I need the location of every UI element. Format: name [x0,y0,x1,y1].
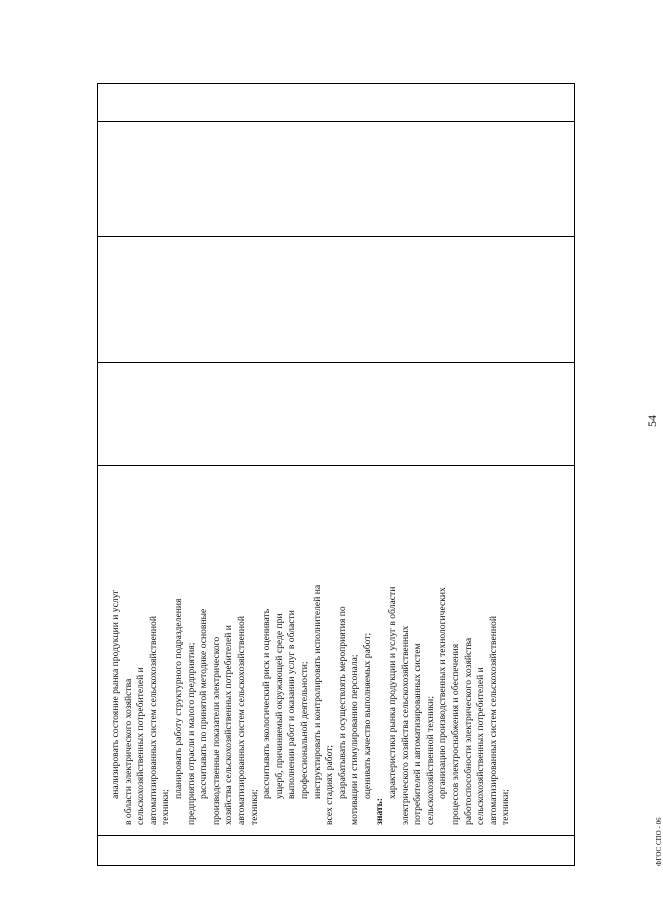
cell-line: работоспособности электрического хозяйства [462,637,474,825]
page-number: 54 [645,415,659,427]
table-column-1 [98,835,574,865]
cell-line: выполнении работ и оказании услуг в области [286,610,298,799]
cell-line: ущерб, причиняемый окружающей среде при [273,613,285,799]
cell-line: автоматизированных систем сельскохозяйственной [235,616,247,825]
cell-line: профессиональной деятельности; [298,661,310,799]
cell-line: процессов электроснабжения и обеспечения [450,643,462,825]
cell-line: техники; [248,789,260,825]
cell-line: знать: [374,798,386,825]
footer-code: ФГОС СПО - 06 [655,817,663,866]
cell-line: анализировать состояние рынка продукции и услуг [110,589,121,799]
cell-line: организацию производственных и технологических [437,587,449,799]
cell-line: всех стадиях работ; [324,744,336,825]
cell-line: автоматизированных систем сельскохозяйственной [147,616,159,825]
cell-line: инструктировать и контролировать исполнителей на [311,584,323,799]
cell-line: производственные показатели электрического [210,636,222,825]
table-column-6 [98,82,574,121]
cell-line: сельскохозяйственных потребителей и [135,667,147,825]
cell-line: техники; [160,789,172,825]
table-column-3 [98,362,574,465]
cell-line: мотивации и стимулированию персонала; [349,654,361,825]
table-column-4 [98,236,574,362]
cell-line: хозяйства сельскохозяйственных потребителей и [223,625,235,825]
cell-line: разрабатывать и осуществлять мероприятия по [336,606,348,799]
cell-line: в области электрического хозяйства [122,678,134,825]
cell-line: оценивать качество выполняемых работ; [361,632,373,799]
cell-line: сельскохозяйственных потребителей и [475,667,487,825]
cell-line: сельскохозяйственной техники; [424,696,436,825]
table-column-2 [98,465,574,835]
cell-line: рассчитывать по принятой методике основные [198,608,210,799]
cell-line: предприятия отрасли и малого предприятия; [185,642,197,825]
rotated-page [97,83,663,866]
cell-line: характеристики рынка продукции и услуг в области [387,586,399,799]
competency-table [97,83,575,866]
cell-line: рассчитывать экологический риск и оценивать [261,608,273,799]
cell-line: автоматизированных систем сельскохозяйственной [487,616,499,825]
cell-line: электрического хозяйства сельскохозяйственных [399,625,411,825]
cell-line: техники; [500,789,512,825]
requirements-cell-text [110,469,513,825]
cell-line: потребителей и автоматизированных систем [412,643,424,825]
cell-line: планировать работу структурного подразделения [172,598,184,799]
table-column-5 [98,121,574,236]
